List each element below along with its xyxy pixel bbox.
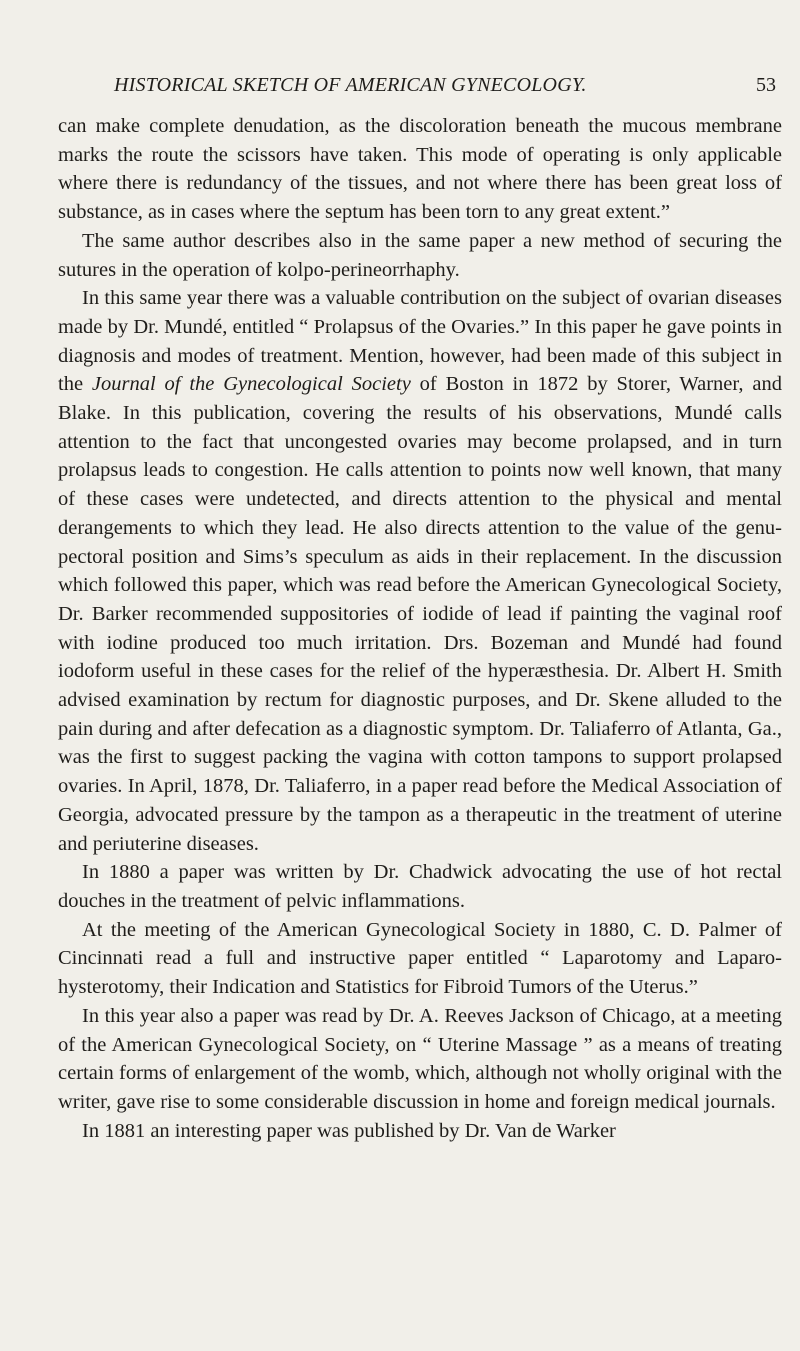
body-text: [58, 112, 782, 1145]
running-head: [114, 74, 776, 102]
paragraph-ovarian-text-a: In this same year there was a valuable contribution on the subject of ovarian diseases made by Dr. Mundé, entitled “ Prolapsus of the Ovaries.” In this paper he gave points in diagnosis and modes of treatment. Mention, however, had been made of this subject in the: [58, 287, 782, 396]
running-title: HISTORICAL SKETCH OF AMERICAN GYNECOLOGY.: [114, 74, 587, 96]
paragraph-continued: can make complete denudation, as the discoloration beneath the mucous membrane marks the route the scissors have taken. This mode of operating is only applicable where there is redundancy of the tissues, and not where there has been great loss of substance, as in cases where the septum has been torn to any great extent.”: [58, 115, 782, 224]
journal-title-italic: Journal of the Gynecological Society: [91, 373, 411, 396]
paragraph-sutures: The same author describes also in the same paper a new method of securing the sutures in the operation of kolpo-perineorrhaphy.: [58, 229, 782, 281]
paragraph-chadwick: In 1880 a paper was written by Dr. Chadwick advocating the use of hot rectal douches in the treatment of pelvic inflammations.: [58, 861, 782, 912]
paragraph-palmer: At the meeting of the American Gynecological Society in 1880, C. D. Palmer of Cincinnati read a full and instructive paper entitled “ Laparotomy and Laparo-hysterotomy, their Indication and Statistics for Fibroid Tumors of the Uterus.”: [58, 918, 782, 999]
paragraph-ovarian-diseases: [58, 284, 782, 858]
paragraph-jackson: In this year also a paper was read by Dr. A. Reeves Jackson of Chicago, at a meeting of the American Gynecological Society, on “ Uterine Massage ” as a means of treating certain forms of enlargement of the womb, which, although not wholly original with the writer, gave rise to some considerable discussion in home and foreign medical journals.: [58, 1004, 782, 1113]
page-number: 53: [756, 74, 776, 96]
paragraph-ovarian-text-b: of Boston in 1872 by Storer, Warner, and Blake. In this publication, covering the results of his observations, Mundé calls attention to the fact that uncongested ovaries may become prolapsed, and in turn prolapsus leads to congestion. He calls attention to points now well known, that many of these cases were undetected, and directs attention to the physical and mental derangements to which they lead. He also directs attention to the value of the genu-pectoral position and Sims’s speculum as aids in their replacement. In the discussion which followed this paper, which was read before the American Gynecological Society, Dr. Barker recommended suppositories of iodide of lead if painting the vaginal roof with iodine produced too much irritation. Drs. Bozeman and Mundé had found iodoform useful in these cases for the relief of the hyperæsthesia. Dr. Albert H. Smith advised examination by rectum for diagnostic purposes, and Dr. Skene alluded to the pain during and after defecation as a diagnostic symptom. Dr. Taliaferro of Atlanta, Ga., was the first to suggest packing the vagina with cotton tampons to support prolapsed ovaries. In April, 1878, Dr. Taliaferro, in a paper read before the Medical Association of Georgia, advocated pressure by the tampon as a therapeutic in the treatment of uterine and periuterine diseases.: [58, 373, 782, 855]
paragraph-van-de-warker: In 1881 an interesting paper was published by Dr. Van de Warker: [82, 1119, 616, 1142]
